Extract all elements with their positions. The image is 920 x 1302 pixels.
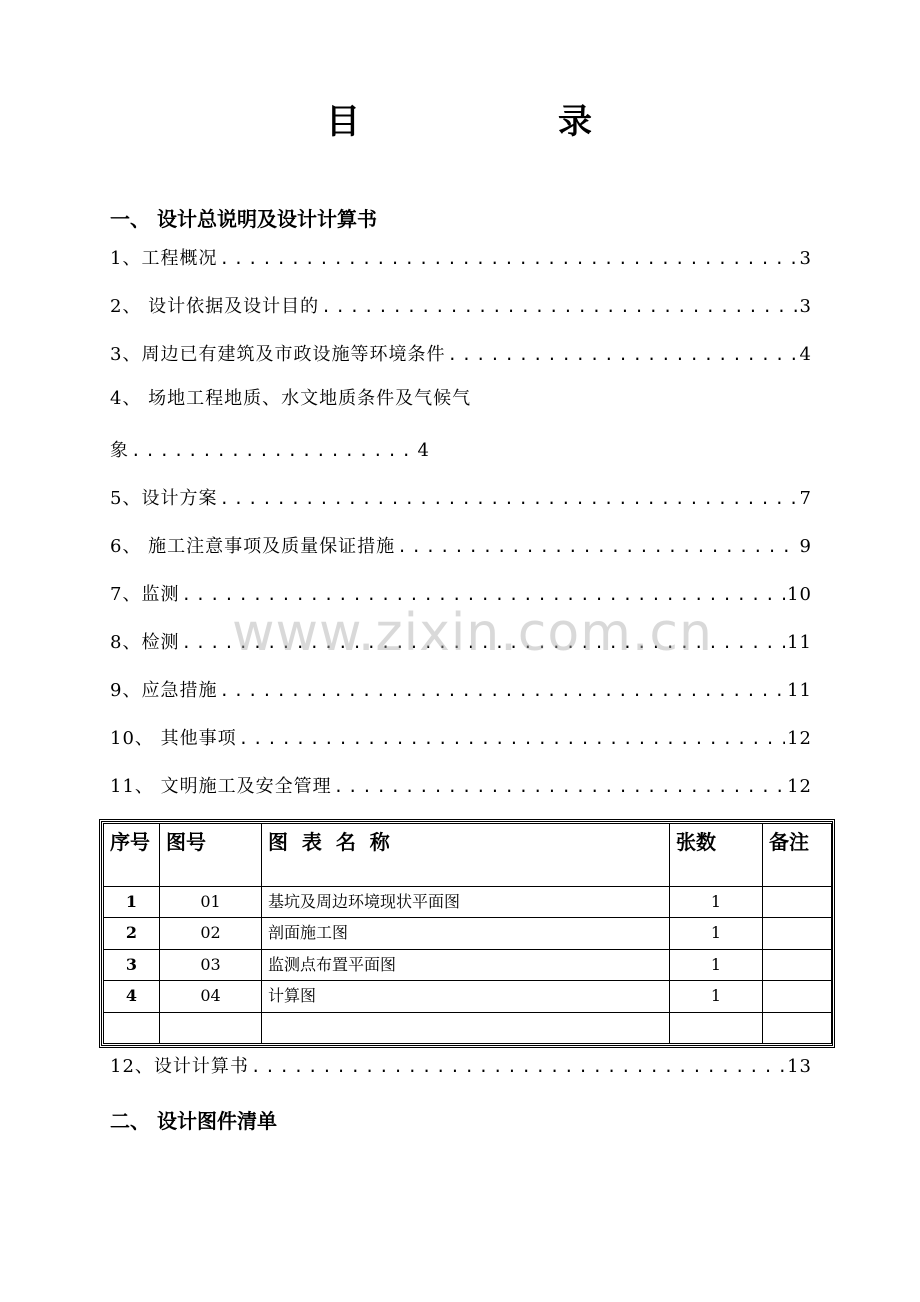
toc-dot-leader [219,678,785,704]
table-row [104,918,832,949]
cell-name: 剖面施工图 [262,918,670,949]
cell-seq: 4 [104,981,160,1012]
toc-entry-page: 11 [787,632,812,653]
toc-entry-page: 11 [787,680,812,701]
toc-dot-leader [181,582,785,608]
cell-sheets: 1 [670,949,763,980]
header-seq: 序号 [104,824,160,887]
toc-entry-page: 3 [799,248,812,269]
toc-entry-page: 13 [787,1056,812,1077]
toc-dot-leader [131,438,416,464]
cell-remarks [763,949,832,980]
toc-entry-page: 4 [417,440,430,461]
table-row-empty [104,1012,832,1043]
cell-sheets [670,1012,763,1043]
toc-entry[interactable] [110,338,812,368]
cell-sheets: 1 [670,918,763,949]
section-heading-drawing-list: 二、 设计图件清单 [110,1109,277,1133]
toc-entry[interactable] [110,482,812,512]
figure-list-table-frame [99,819,835,1048]
toc-entry[interactable] [110,626,812,656]
figure-list-table [103,823,832,1044]
toc-entry[interactable] [110,674,812,704]
toc-entry-page: 9 [799,536,812,557]
toc-entry-label: 6、 施工注意事项及质量保证措施 [110,536,396,557]
cell-seq [104,1012,160,1043]
cell-remarks [763,886,832,917]
cell-drawing-no: 02 [160,918,262,949]
cell-seq: 1 [104,886,160,917]
toc-entry-page: 12 [787,776,812,797]
toc-dot-leader [334,774,785,800]
toc-entry-page: 10 [787,584,812,605]
toc-entry[interactable] [110,290,812,320]
toc-entry-page: 12 [787,728,812,749]
toc-entry-label: 象 [110,440,129,461]
cell-name: 监测点布置平面图 [262,949,670,980]
header-remarks: 备注 [763,824,832,887]
cell-sheets: 1 [670,886,763,917]
toc-entry-label: 7、监测 [110,584,180,605]
toc-entry[interactable] [110,1050,812,1080]
cell-name: 计算图 [262,981,670,1012]
toc-entry-page: 3 [799,296,812,317]
toc-entry[interactable] [110,578,812,608]
toc-dot-leader [181,630,785,656]
toc-entry-label: 3、周边已有建筑及市政设施等环境条件 [110,344,446,365]
cell-remarks [763,918,832,949]
table-row [104,886,832,917]
cell-drawing-no: 01 [160,886,262,917]
cell-sheets: 1 [670,981,763,1012]
table-row [104,981,832,1012]
toc-entry-label: 9、应急措施 [110,680,218,701]
cell-remarks [763,1012,832,1043]
cell-drawing-no: 04 [160,981,262,1012]
toc-entry[interactable] [110,722,812,752]
toc-dot-leader [239,726,785,752]
toc-entry-label: 1、工程概况 [110,248,218,269]
toc-dot-leader [321,294,797,320]
page-title-char-2: 录 [558,102,592,142]
toc-entry[interactable] [110,242,812,272]
toc-dot-leader [219,246,797,272]
toc-entry-label: 11、 文明施工及安全管理 [110,776,332,797]
toc-dot-leader [251,1054,785,1080]
cell-remarks [763,981,832,1012]
toc-entry[interactable] [110,770,812,800]
toc-dot-leader [397,534,797,560]
page-title-char-1: 目 [326,102,360,142]
header-sheets: 张数 [670,824,763,887]
toc-entry[interactable] [110,434,430,464]
toc-entry-label-wrapped[interactable]: 4、 场地工程地质、水文地质条件及气候气 [110,388,472,409]
toc-entry-label: 8、检测 [110,632,180,653]
toc-dot-leader [447,342,797,368]
toc-entry-label: 10、 其他事项 [110,728,237,749]
toc-entry-page: 7 [799,488,812,509]
toc-entry-page: 4 [799,344,812,365]
toc-entry-label: 2、 设计依据及设计目的 [110,296,320,317]
table-header-row [104,824,832,887]
cell-seq: 2 [104,918,160,949]
table-row [104,949,832,980]
watermark: www.zixin.com.cn [232,603,713,663]
toc-dot-leader [219,486,797,512]
toc-entry[interactable] [110,530,812,560]
section-heading-design-notes: 一、 设计总说明及设计计算书 [110,207,377,231]
header-name: 图 表 名 称 [262,824,670,887]
header-drawing-no: 图号 [160,824,262,887]
cell-seq: 3 [104,949,160,980]
toc-entry-label: 5、设计方案 [110,488,218,509]
toc-entry-label: 12、设计计算书 [110,1056,249,1077]
cell-drawing-no: 03 [160,949,262,980]
cell-name [262,1012,670,1043]
cell-drawing-no [160,1012,262,1043]
cell-name: 基坑及周边环境现状平面图 [262,886,670,917]
